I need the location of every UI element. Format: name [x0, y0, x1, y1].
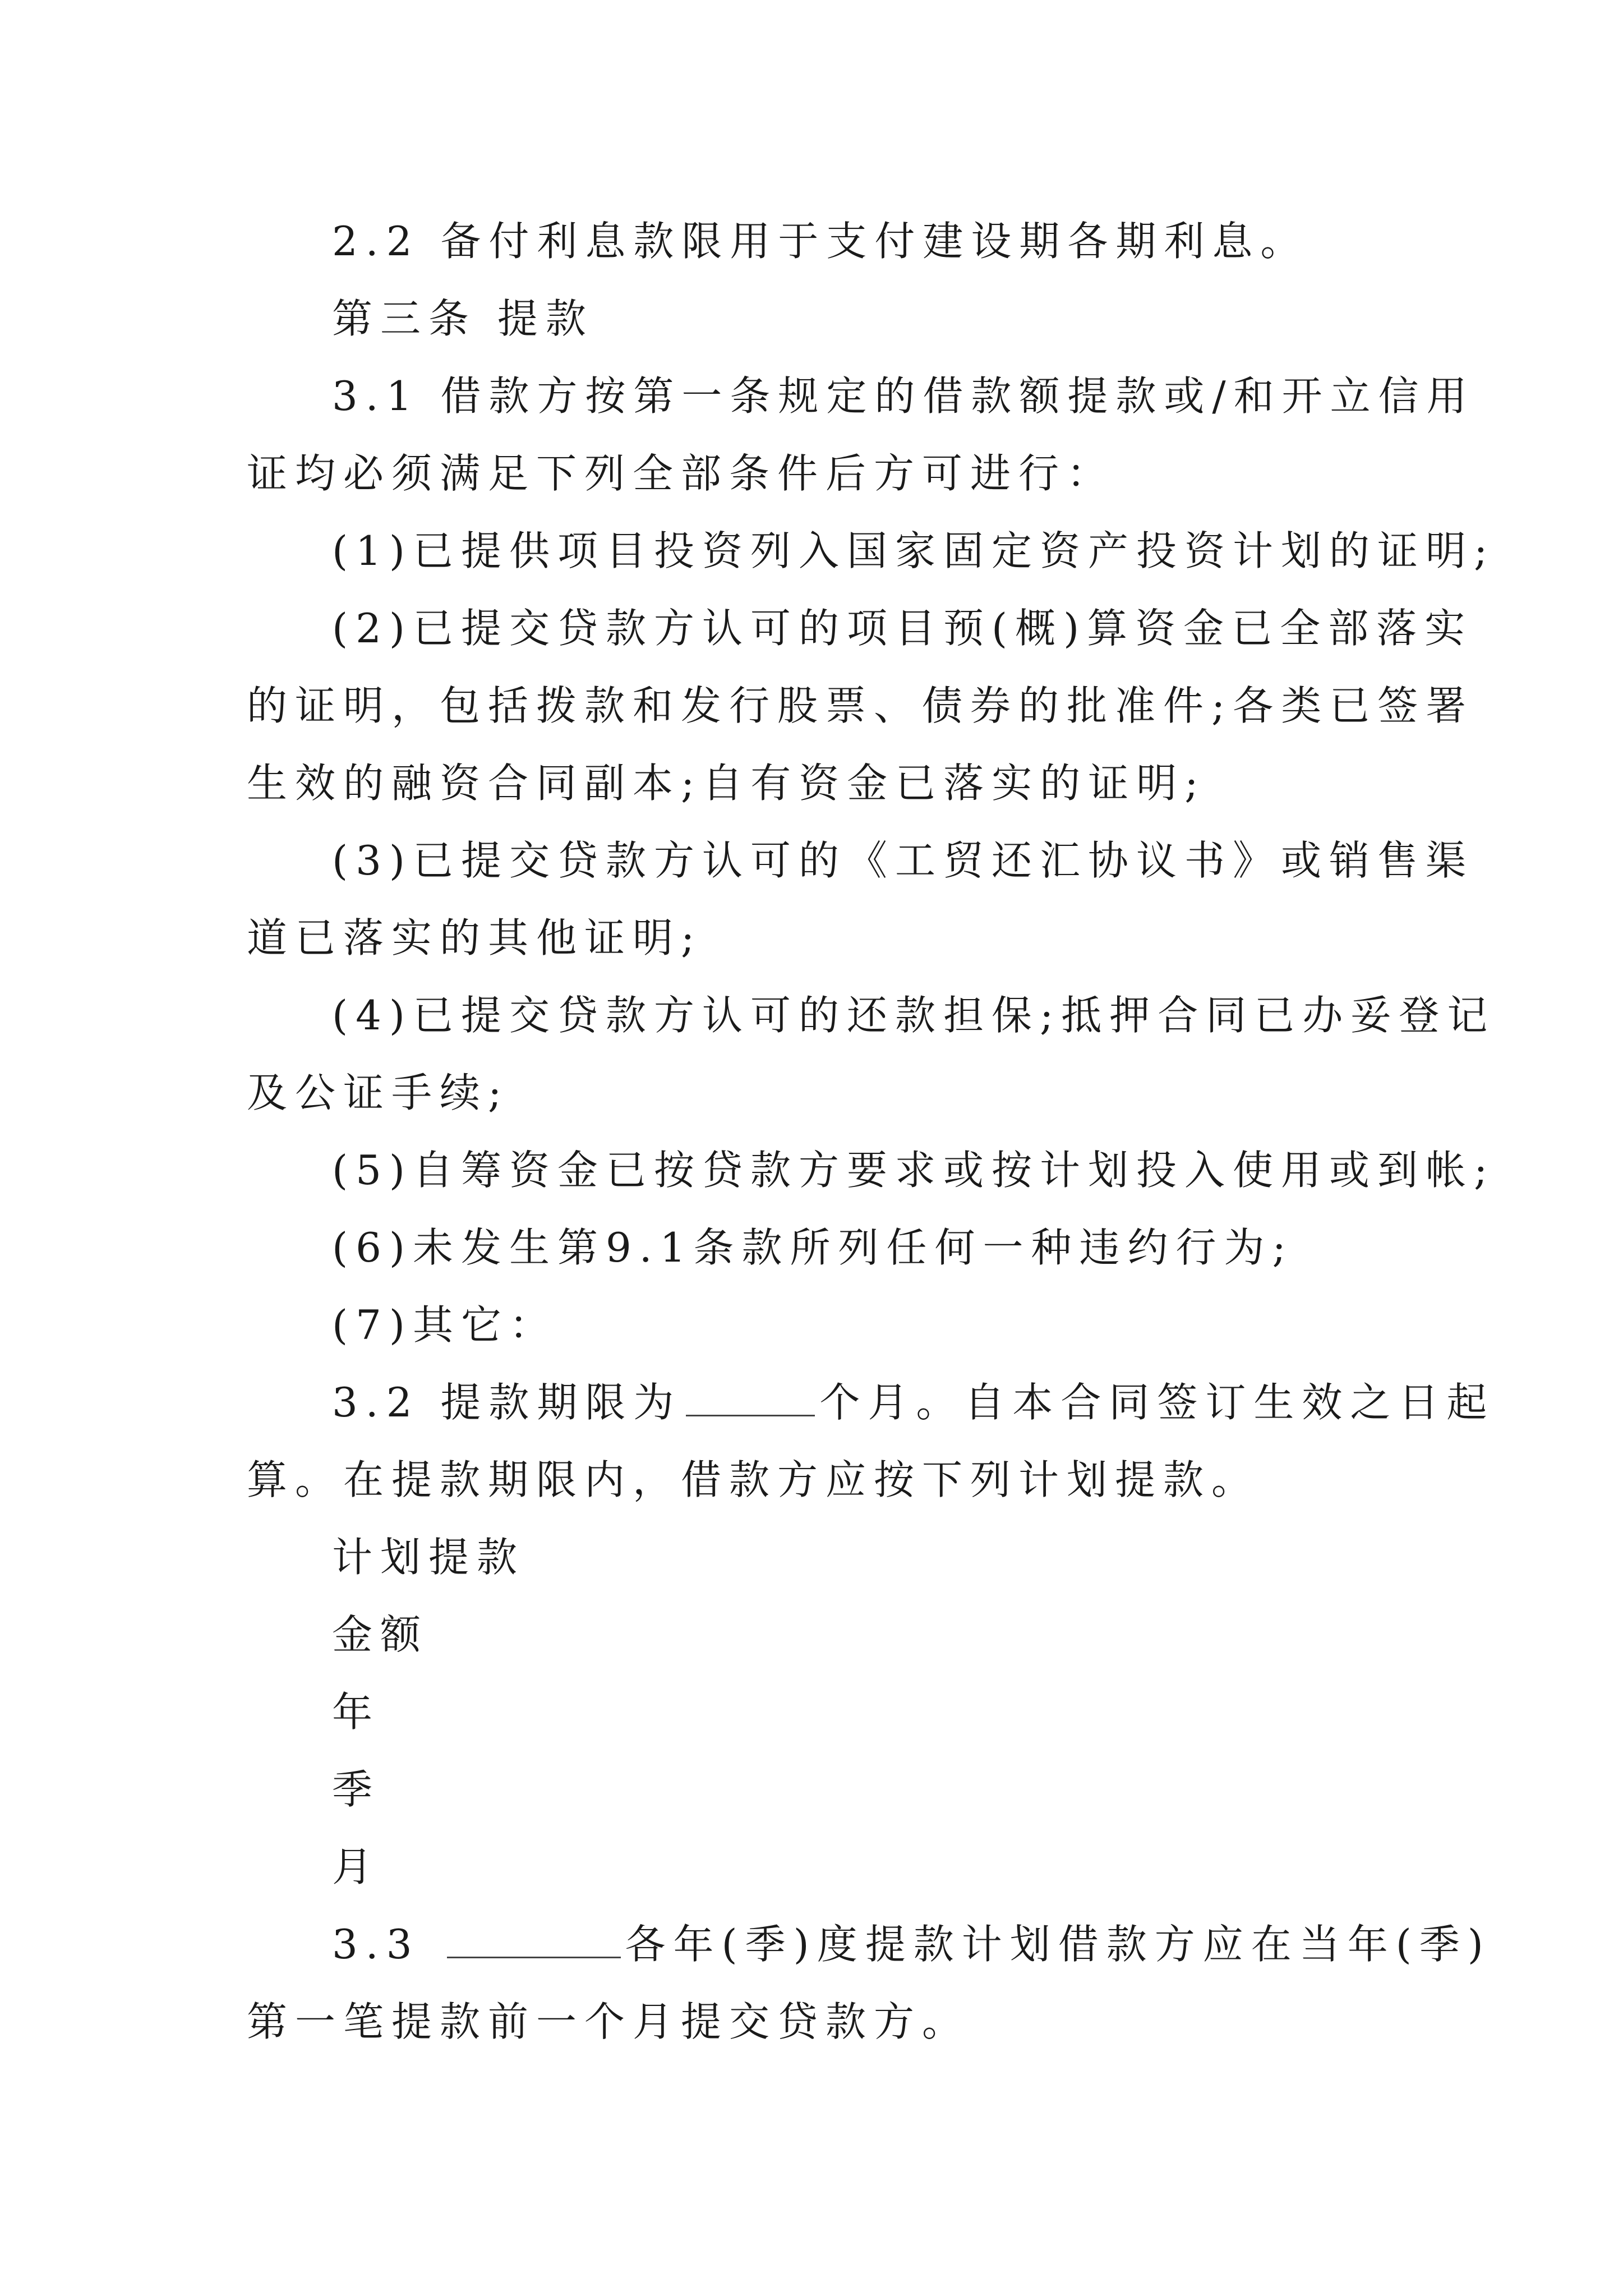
plan-label-month: 月 — [332, 1843, 381, 1890]
condition-4-line2: 及公证手续; — [247, 1069, 510, 1116]
clause-3-2-line2: 算。在提款期限内，借款方应按下列计划提款。 — [247, 1456, 1260, 1503]
condition-7: (7)其它： — [332, 1301, 557, 1349]
clause-3-3-suffix: 各年(季)度提款计划借款方应在当年(季) — [625, 1921, 1491, 1968]
blank-clause-3-3 — [447, 1923, 621, 1958]
plan-label-amount: 金额 — [332, 1611, 429, 1658]
condition-3-line2: 道已落实的其他证明; — [247, 914, 703, 961]
clause-3-3-line1 — [332, 1916, 1491, 1972]
condition-5: (5)自筹资金已按贷款方要求或按计划投入使用或到帐; — [332, 1147, 1496, 1194]
clause-3-3-prefix: 3.3 — [332, 1921, 420, 1968]
clause-3-2-line1 — [332, 1374, 1495, 1430]
condition-2-line3: 生效的融资合同副本;自有资金已落实的证明; — [247, 760, 1206, 807]
clause-3-2-prefix: 3.2 提款期限为 — [332, 1379, 682, 1426]
condition-6: (6)未发生第9.1条款所列任何一种违约行为; — [332, 1224, 1294, 1271]
condition-2-line1: (2)已提交贷款方认可的项目预(概)算资金已全部落实 — [332, 605, 1473, 652]
plan-label-year: 年 — [332, 1688, 381, 1736]
condition-4-line1: (4)已提交贷款方认可的还款担保;抵押合同已办妥登记 — [332, 992, 1496, 1039]
condition-2-line2: 的证明，包括拨款和发行股票、债券的批准件;各类已签署 — [247, 682, 1474, 729]
clause-3-1-line2: 证均必须满足下列全部条件后方可进行： — [247, 450, 1115, 497]
blank-months — [686, 1381, 815, 1416]
clause-3-1-line1: 3.1 借款方按第一条规定的借款额提款或/和开立信用 — [332, 372, 1475, 420]
plan-label-quarter: 季 — [332, 1766, 381, 1813]
clause-3-2-suffix: 个月。自本合同签订生效之日起 — [819, 1379, 1495, 1426]
clause-3-3-line2: 第一笔提款前一个月提交贷款方。 — [247, 1998, 971, 2045]
condition-3-line1: (3)已提交贷款方认可的《工贸还汇协议书》或销售渠 — [332, 837, 1474, 884]
article-3-heading: 第三条 提款 — [332, 295, 594, 342]
condition-1: (1)已提供项目投资列入国家固定资产投资计划的证明; — [332, 527, 1496, 574]
clause-2-2: 2.2 备付利息款限用于支付建设期各期利息。 — [332, 218, 1309, 265]
plan-label-withdrawal: 计划提款 — [332, 1534, 525, 1581]
